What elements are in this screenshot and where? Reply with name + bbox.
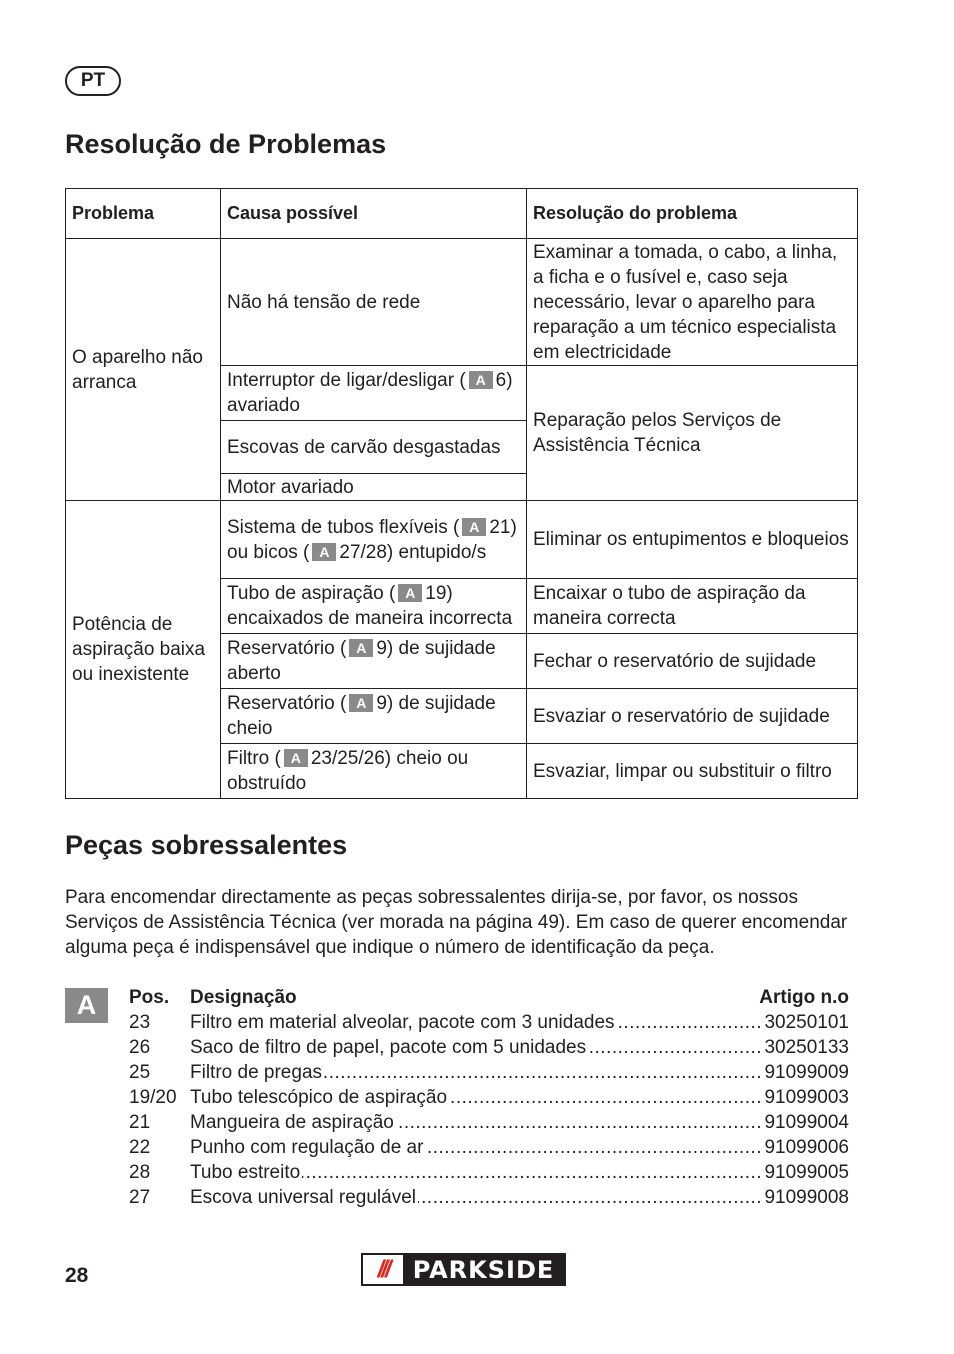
part-pos: 27 (129, 1187, 151, 1208)
solution-cell: Encaixar o tubo de aspiração da maneira correcta (527, 579, 858, 634)
part-pos: 28 (129, 1162, 151, 1183)
solution-cell: Esvaziar, limpar ou substituir o filtro (527, 744, 858, 799)
cause-cell: Interruptor de ligar/desligar ( A 6) avariado (221, 366, 527, 421)
part-article: 91099003 (764, 1087, 849, 1108)
spare-parts-title: Peças sobressalentes (65, 830, 348, 860)
table-row (66, 239, 858, 366)
part-designation: Saco de filtro de papel, pacote com 5 unidades ..... (190, 1035, 762, 1060)
header-pos: Pos. (129, 987, 170, 1008)
cause-cell: Sistema de tubos flexíveis ( A 21) ou bicos ( A 27/28) entupido/s (221, 501, 527, 579)
cause-cell: Reservatório ( A 9) de sujidade aberto (221, 634, 527, 689)
list-item (129, 1185, 849, 1210)
figure-ref-badge: A (349, 694, 373, 712)
part-pos: 22 (129, 1137, 151, 1158)
list-item (129, 1085, 849, 1110)
troubleshooting-title: Resolução de Problemas (65, 129, 387, 159)
part-designation: Tubo telescópico de aspiração ..... (190, 1085, 762, 1110)
page-number: 28 (65, 1264, 89, 1287)
solution-cell: Fechar o reservatório de sujidade (527, 634, 858, 689)
figure-ref-badge: A (469, 371, 493, 389)
header-designation: Designação (190, 987, 297, 1008)
part-designation: Filtro de pregas ..... (190, 1060, 762, 1085)
part-designation: Escova universal regulável ..... (190, 1185, 762, 1210)
solution-cell: Esvaziar o reservatório de sujidade (527, 689, 858, 744)
table-row (66, 501, 858, 579)
logo-text: PARKSIDE (412, 1255, 555, 1284)
part-designation: Tubo estreito ..... (190, 1160, 762, 1185)
cause-cell: Escovas de carvão desgastadas (221, 421, 527, 474)
part-article: 91099009 (764, 1062, 849, 1083)
table-header-row (66, 189, 858, 239)
part-pos: 23 (129, 1012, 151, 1033)
list-item (129, 1160, 849, 1185)
logo-stripes: /// (363, 1255, 403, 1284)
parkside-logo (361, 1253, 566, 1286)
solution-cell: Examinar a tomada, o cabo, a linha, a ficha e o fusível e, caso seja necessário, levar o aparelho para reparação a um técnico especialista em electricidade (527, 239, 858, 366)
cause-cell: Filtro ( A 23/25/26) cheio ou obstruído (221, 744, 527, 799)
part-pos: 25 (129, 1062, 151, 1083)
list-item (129, 1035, 849, 1060)
header-article: Artigo n.o (759, 987, 849, 1008)
part-designation: Punho com regulação de ar ..... (190, 1135, 762, 1160)
part-article: 91099005 (764, 1162, 849, 1183)
header-problem: Problema (66, 189, 221, 239)
figure-ref-badge: A (398, 584, 422, 602)
cause-cell: Reservatório ( A 9) de sujidade cheio (221, 689, 527, 744)
list-item (129, 1110, 849, 1135)
figure-ref-badge: A (462, 518, 486, 536)
language-badge: PT (65, 66, 121, 96)
figure-ref-badge: A (312, 543, 336, 561)
figure-label-badge: A (65, 988, 108, 1023)
header-solution: Resolução do problema (527, 189, 858, 239)
part-article: 91099004 (764, 1112, 849, 1133)
solution-cell: Reparação pelos Serviços de Assistência Técnica (527, 366, 858, 501)
list-item (129, 1010, 849, 1035)
solution-cell: Eliminar os entupimentos e bloqueios (527, 501, 858, 579)
part-article: 91099008 (764, 1187, 849, 1208)
part-pos: 21 (129, 1112, 151, 1133)
list-item (129, 1060, 849, 1085)
problem-cell: O aparelho não arranca (66, 239, 221, 501)
part-designation: Filtro em material alveolar, pacote com 3 unidades ..... (190, 1010, 762, 1035)
part-pos: 19/20 (129, 1087, 177, 1108)
cause-cell: Tubo de aspiração ( A 19) encaixados de maneira incorrecta (221, 579, 527, 634)
figure-ref-badge: A (349, 639, 373, 657)
troubleshooting-table (65, 188, 858, 799)
spare-parts-intro: Para encomendar directamente as peças sobressalentes dirija-se, por favor, os nossos Serviços de Assistência Técnica (ver morada na página 49). Em caso de querer encomendar alguma peça é indispensável que indique o número de identificação da peça. (65, 887, 848, 958)
header-cause: Causa possível (221, 189, 527, 239)
figure-ref-badge: A (284, 749, 308, 767)
part-designation: Mangueira de aspiração ..... (190, 1110, 762, 1135)
problem-cell: Potência de aspiração baixa ou inexistente (66, 501, 221, 799)
list-item (129, 1135, 849, 1160)
spare-parts-list (129, 985, 849, 1210)
part-article: 91099006 (764, 1137, 849, 1158)
parts-header-row (129, 985, 849, 1010)
part-article: 30250133 (764, 1037, 849, 1058)
part-pos: 26 (129, 1037, 151, 1058)
cause-cell: Motor avariado (221, 474, 527, 501)
part-article: 30250101 (764, 1012, 849, 1033)
cause-cell: Não há tensão de rede (221, 239, 527, 366)
